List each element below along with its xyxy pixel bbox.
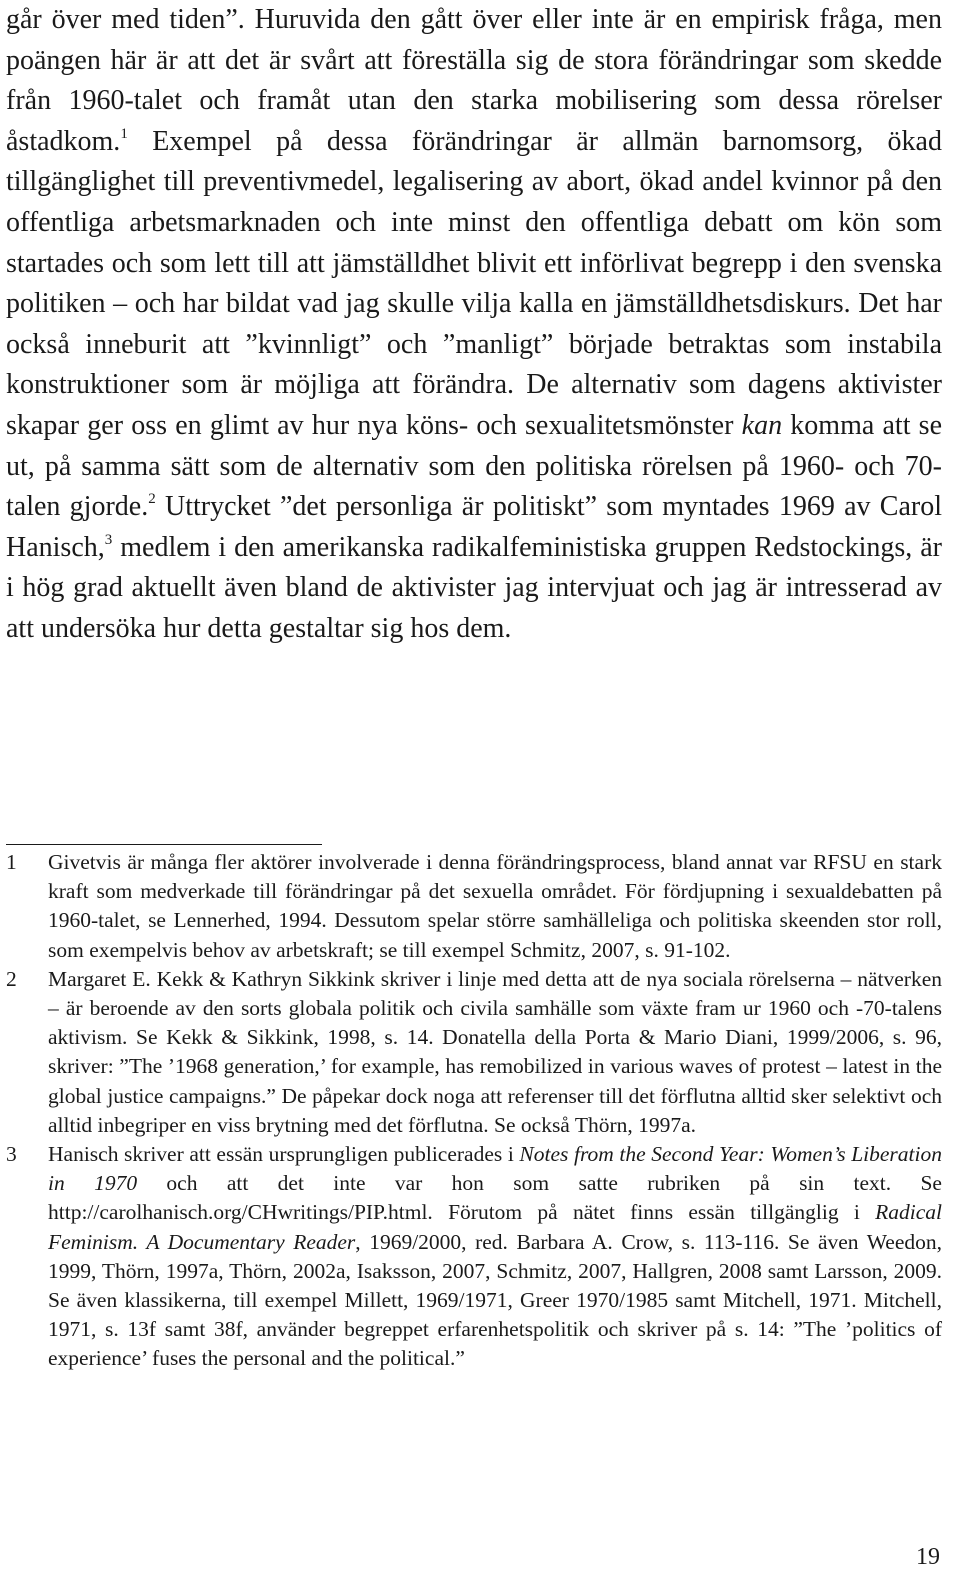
body-text-segment: Uttrycket ”det personliga är politiskt” som myntades 1969 av Carol Hanisch, — [6, 491, 942, 563]
body-text-segment: medlem i den amerikanska radikalfeministiska gruppen Redstockings, är i hög grad aktuellt även bland de aktivister jag intervjuat och jag är intresserad av att undersöka hur detta gestaltar sig hos dem. — [6, 531, 942, 644]
footnote-3 — [6, 1140, 942, 1374]
footnote-divider — [6, 844, 322, 845]
footnote-title-italic: Notes from the Second Year: Women’s Liberation in 1970 — [48, 1142, 942, 1196]
footnote-text-segment: , 1969/2000, red. Barbara A. Crow, s. 113-116. Se även Weedon, 1999, Thörn, 1997a, Thörn, 2002a, Isaksson, 2007, Schmitz, 2007, Hallgren, 2008 samt Larsson, 2009. Se även klassikerna, till exempel Millett, 1969/1971, Greer 1970/1985 samt Mitchell, 1971. Mitchell, 1971, s. 13f samt 38f, använder begreppet erfarenhetspolitik och skriver på s. 14: ”The ’politics of experience’ fuses the personal and the political.” — [48, 1229, 942, 1371]
footnote-number: 1 — [6, 850, 17, 874]
footnote-2 — [6, 965, 942, 1140]
footnote-text-segment: Hanisch skriver att essän ursprungligen publicerades i — [48, 1142, 520, 1167]
footnote-text — [48, 1140, 942, 1374]
body-emphasis: kan — [741, 409, 783, 441]
page-number: 19 — [916, 1544, 940, 1570]
footnote-ref-2[interactable]: 2 — [148, 491, 156, 508]
footnote-1 — [6, 848, 942, 965]
footnote-text: Margaret E. Kekk & Kathryn Sikkink skriver i linje med detta att de nya sociala rörelserna – nätverken – är beroende av den sorts globala politik och civila samhälle som växte fram ur 1960 och -70-talens aktivism. Se Kekk & Sikkink, 1998, s. 14. Donatella della Porta & Mario Diani, 1999/2006, s. 96, skriver: ”The ’1968 generation,’ for example, has remobilized in various waves of protest – latest in the global justice campaigns.” De påpekar dock noga att referenser till det förflutna alltid sker selektivt och alltid inbegriper en viss brytning med det förflutna. Se också Thörn, 1997a. — [48, 966, 942, 1137]
body-paragraph — [6, 0, 942, 650]
page — [6, 0, 942, 650]
footnotes-list — [6, 848, 942, 1374]
body-text-segment: går över med tiden”. Huruvida den gått över eller inte är en empirisk fråga, men poängen här är att det är svårt att föreställa sig de stora förändringar som skedde från 1960-talet och framåt utan den starka mobilisering som dessa rörelser åstadkom. — [6, 4, 942, 157]
footnote-number: 2 — [6, 966, 17, 991]
footnote-text-segment: och att det inte var hon som satte rubriken på sin text. Se http://carolhanisch.org/CHwritings/PIP.html. Förutom på nätet finns essän tillgänglig i — [48, 1171, 942, 1225]
footnote-ref-3[interactable]: 3 — [104, 531, 113, 548]
footnote-title-italic: Radical Feminism. A Documentary Reader — [48, 1200, 942, 1254]
body-text-segment: Exempel på dessa förändringar är allmän barnomsorg, ökad tillgänglighet till preventivmedel, legalisering av abort, ökad andel kvinnor på den offentliga arbetsmarknaden och inte minst den offentliga debatt om kön som startades och som lett till att jämställdhet blivit ett införlivat begrepp i den svenska politiken – och har bildat vad jag skulle vilja kalla en jämställdhetsdiskurs. Det har också inneburit att ”kvinnligt” och ”manligt” började betraktas som instabila konstruktioner som är möjliga att förändra. De alternativ som dagens aktivister skapar ger oss en glimt av hur nya köns- och sexualitetsmönster — [6, 125, 942, 441]
footnote-ref-1[interactable]: 1 — [120, 125, 128, 142]
footnote-number: 3 — [6, 1142, 17, 1167]
footnote-text: Givetvis är många fler aktörer involverade i denna förändringsprocess, bland annat var RFSU en stark kraft som medverkade till förändringar på det sexuella området. För fördjupning i sexualdebatten på 1960-talet, se Lennerhed, 1994. Dessutom spelar större samhälleliga och politiska skeenden stor roll, som exempelvis behov av arbetskraft; se till exempel Schmitz, 2007, s. 91-102. — [48, 850, 942, 962]
body-text-segment: komma att se ut, på samma sätt som de alternativ som den politiska rörelsen på 1960- och 70-talen gjorde. — [6, 409, 943, 523]
